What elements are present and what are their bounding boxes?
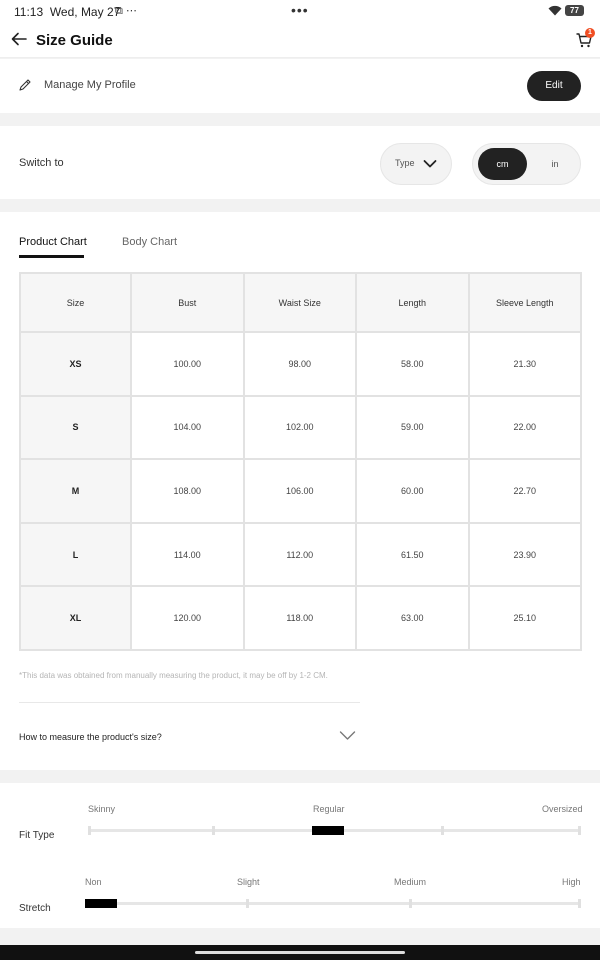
fit-notch <box>212 826 215 835</box>
waist-cell: 112.00 <box>244 523 357 587</box>
waist-cell: 102.00 <box>244 396 357 460</box>
measurement-note: *This data was obtained from manually measuring the product, it may be off by 1-2 CM. <box>19 671 328 680</box>
stretch-notch <box>578 899 581 908</box>
size-chart-section <box>0 212 600 770</box>
manage-profile-row <box>0 59 600 113</box>
bust-cell: 104.00 <box>131 396 244 460</box>
length-cell: 61.50 <box>356 523 469 587</box>
table-row <box>20 523 581 587</box>
divider <box>19 702 360 703</box>
size-table <box>19 272 582 651</box>
active-tab-indicator <box>19 255 84 258</box>
unit-toggle <box>472 143 581 185</box>
sleeve-cell: 25.10 <box>469 586 582 650</box>
header-length: Length <box>356 273 469 332</box>
battery-icon: 77 <box>565 5 584 16</box>
header-waist-size: Waist Size <box>244 273 357 332</box>
more-dots-icon[interactable]: ••• <box>291 2 309 18</box>
tab-body-chart[interactable]: Body Chart <box>122 236 178 248</box>
length-cell: 59.00 <box>356 396 469 460</box>
home-handle[interactable] <box>195 951 405 954</box>
manage-profile-label: Manage My Profile <box>44 79 136 91</box>
stretch-tick-high: High <box>562 877 581 887</box>
table-row <box>20 332 581 396</box>
how-to-measure-link[interactable]: How to measure the product's size? <box>19 732 162 742</box>
stretch-tick-slight: Slight <box>237 877 260 887</box>
fit-notch <box>88 826 91 835</box>
fit-notch <box>441 826 444 835</box>
type-label: Type <box>395 158 415 168</box>
page-title: Size Guide <box>36 32 113 49</box>
waist-cell: 118.00 <box>244 586 357 650</box>
header-sleeve-length: Sleeve Length <box>469 273 582 332</box>
type-dropdown[interactable] <box>380 143 452 185</box>
stretch-notch <box>409 899 412 908</box>
chevron-down-icon[interactable] <box>339 730 356 741</box>
sleeve-cell: 22.70 <box>469 459 582 523</box>
wifi-icon <box>548 5 562 16</box>
stretch-notch <box>246 899 249 908</box>
size-cell: S <box>20 396 131 460</box>
size-cell: XS <box>20 332 131 396</box>
fit-section <box>0 783 600 928</box>
bust-cell: 100.00 <box>131 332 244 396</box>
stretch-tick-medium: Medium <box>394 877 427 887</box>
header-size: Size <box>20 273 131 332</box>
length-cell: 63.00 <box>356 586 469 650</box>
chevron-down-icon <box>423 159 437 169</box>
header-bust: Bust <box>131 273 244 332</box>
fit-type-label: Fit Type <box>19 830 55 841</box>
status-bar <box>0 0 600 24</box>
switch-label: Switch to <box>19 157 64 169</box>
system-nav-bar <box>0 945 600 960</box>
table-header-row <box>20 273 581 332</box>
size-cell: M <box>20 459 131 523</box>
table-row <box>20 396 581 460</box>
fit-tick-regular: Regular <box>313 804 345 814</box>
sleeve-cell: 23.90 <box>469 523 582 587</box>
unit-cm-option[interactable]: cm <box>478 148 527 180</box>
bust-cell: 108.00 <box>131 459 244 523</box>
notification-icons: ⧉ ⋯ <box>115 5 137 17</box>
stretch-label: Stretch <box>19 903 51 914</box>
stretch-track <box>90 902 580 905</box>
waist-cell: 98.00 <box>244 332 357 396</box>
waist-cell: 106.00 <box>244 459 357 523</box>
tab-product-chart[interactable]: Product Chart <box>19 236 87 248</box>
stretch-marker <box>85 899 117 908</box>
stretch-tick-non: Non <box>85 877 102 887</box>
length-cell: 58.00 <box>356 332 469 396</box>
sleeve-cell: 21.30 <box>469 332 582 396</box>
size-cell: XL <box>20 586 131 650</box>
fit-tick-oversized: Oversized <box>542 804 583 814</box>
fit-notch <box>578 826 581 835</box>
back-arrow-icon[interactable] <box>10 30 28 48</box>
table-row <box>20 459 581 523</box>
sleeve-cell: 22.00 <box>469 396 582 460</box>
fit-type-marker <box>312 826 344 835</box>
size-cell: L <box>20 523 131 587</box>
cart-badge: 1 <box>585 28 595 38</box>
switch-row <box>0 126 600 199</box>
fit-tick-skinny: Skinny <box>88 804 116 814</box>
edit-button[interactable]: Edit <box>527 71 581 101</box>
length-cell: 60.00 <box>356 459 469 523</box>
bust-cell: 114.00 <box>131 523 244 587</box>
unit-in-option[interactable]: in <box>551 159 559 169</box>
app-header <box>0 24 600 58</box>
bust-cell: 120.00 <box>131 586 244 650</box>
table-row <box>20 586 581 650</box>
status-time: 11:13 Wed, May 27 <box>14 5 121 19</box>
ruler-pencil-icon <box>18 78 32 92</box>
